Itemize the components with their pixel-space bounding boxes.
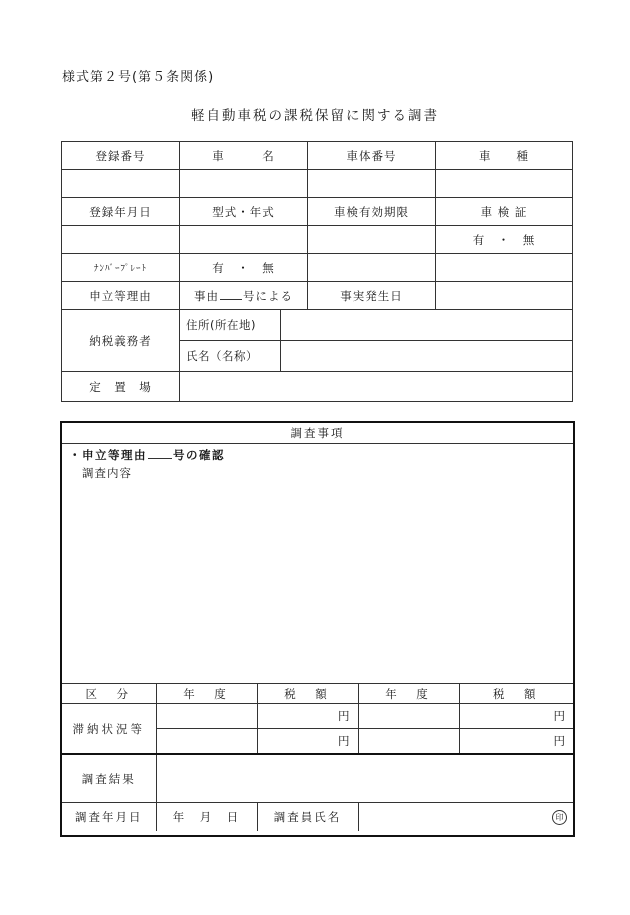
table-row [62, 372, 573, 402]
investigation-content-area[interactable] [62, 481, 573, 681]
cert-presence-cell[interactable]: 有 ・ 無 [436, 226, 573, 254]
registration-number-cell[interactable] [62, 170, 180, 198]
reason-confirmation [69, 447, 225, 463]
vehicle-info-table [61, 141, 573, 402]
incident-date-label: 事実発生日 [308, 282, 436, 310]
tax-cell-1b[interactable]: 円 [257, 729, 358, 755]
taxpayer-label: 納税義務者 [62, 310, 180, 372]
vehicle-type-cell[interactable] [436, 170, 573, 198]
vehicle-name-label: 車 名 [180, 142, 308, 170]
plate-extra-cell[interactable] [308, 254, 436, 282]
registration-date-label: 登録年月日 [62, 198, 180, 226]
table-row [62, 142, 573, 170]
vehicle-type-label: 車 種 [436, 142, 573, 170]
number-plate-label: ﾅﾝﾊﾞｰﾌﾟﾚｰﾄ [62, 254, 180, 282]
vehicle-body-number-cell[interactable] [308, 170, 436, 198]
inspection-expiry-cell[interactable] [308, 226, 436, 254]
confirm-number-blank[interactable] [148, 449, 172, 459]
name-label: 氏名（名称） [180, 341, 281, 371]
model-year-label: 型式・年式 [180, 198, 308, 226]
table-row [62, 310, 573, 341]
name-cell [180, 341, 573, 372]
seal-icon: 印 [552, 810, 567, 825]
storage-place-label: 定 置 場 [62, 372, 180, 402]
tax-cell-1a[interactable]: 円 [257, 704, 358, 729]
reason-number-blank[interactable] [220, 290, 242, 300]
confirm-suffix: 号の確認 [173, 448, 225, 462]
investigation-section [60, 421, 575, 837]
registration-date-cell[interactable] [62, 226, 180, 254]
tax-header-2: 税 額 [459, 684, 573, 704]
arrears-status-label: 滞納状況等 [62, 704, 156, 755]
inspection-expiry-label: 車検有効期限 [308, 198, 436, 226]
vehicle-body-number-label: 車体番号 [308, 142, 436, 170]
investigation-title: 調査事項 [62, 423, 573, 444]
survey-date-cell[interactable]: 年 月 日 [156, 803, 257, 832]
table-row [62, 254, 573, 282]
reason-prefix: 事由 [194, 288, 219, 303]
tax-cell-2a[interactable]: 円 [459, 704, 573, 729]
table-row [62, 803, 573, 832]
year-header-1: 年 度 [156, 684, 257, 704]
year-cell-1a[interactable] [156, 704, 257, 729]
tax-header-1: 税 額 [257, 684, 358, 704]
result-label: 調査結果 [62, 754, 156, 803]
storage-place-cell[interactable] [180, 372, 573, 402]
table-row [62, 198, 573, 226]
table-row [62, 226, 573, 254]
address-cell [180, 310, 573, 341]
year-cell-1b[interactable] [156, 729, 257, 755]
year-header-2: 年 度 [358, 684, 459, 704]
division-header: 区 分 [62, 684, 156, 704]
reason-suffix: 号による [243, 288, 293, 303]
table-row [62, 754, 573, 803]
address-input[interactable] [281, 310, 572, 340]
investigator-name-cell[interactable] [358, 803, 573, 832]
tax-cell-2b[interactable]: 円 [459, 729, 573, 755]
year-cell-2a[interactable] [358, 704, 459, 729]
inspection-cert-label: 車 検 証 [436, 198, 573, 226]
table-row [62, 282, 573, 310]
table-row [62, 704, 573, 729]
table-row [62, 170, 573, 198]
arrears-table [62, 683, 573, 831]
reason-label: 申立等理由 [62, 282, 180, 310]
survey-date-label: 調査年月日 [62, 803, 156, 832]
name-input[interactable] [281, 341, 572, 371]
reason-number-cell[interactable] [180, 282, 308, 310]
year-cell-2b[interactable] [358, 729, 459, 755]
incident-date-cell[interactable] [436, 282, 573, 310]
plate-extra-cell-2[interactable] [436, 254, 573, 282]
registration-number-label: 登録番号 [62, 142, 180, 170]
form-number: 様式第２号(第５条関係) [62, 70, 215, 85]
investigator-label: 調査員氏名 [257, 803, 358, 832]
table-row [62, 684, 573, 704]
confirm-prefix: ・申立等理由 [69, 448, 147, 462]
plate-presence-cell[interactable]: 有 ・ 無 [180, 254, 308, 282]
investigation-content-label: 調査内容 [82, 466, 132, 480]
model-year-cell[interactable] [180, 226, 308, 254]
result-cell[interactable] [156, 754, 573, 803]
document-title: 軽自動車税の課税保留に関する調書 [191, 108, 439, 124]
vehicle-name-cell[interactable] [180, 170, 308, 198]
address-label: 住所(所在地) [180, 310, 281, 340]
